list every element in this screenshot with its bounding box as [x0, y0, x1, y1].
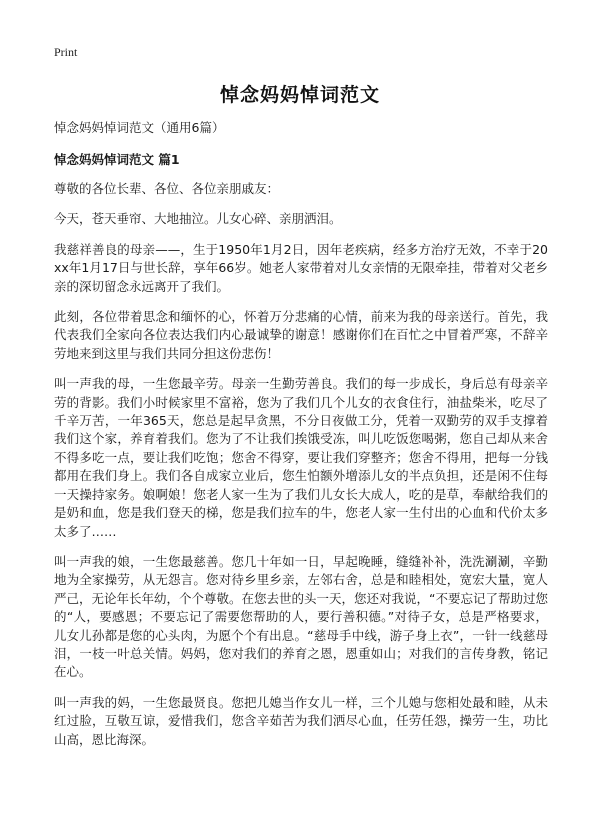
document-body	[54, 119, 548, 761]
print-link[interactable]: Print	[54, 45, 78, 59]
paragraph-opening: 今天，苍天垂帘、大地抽泣。儿女心碎、亲朋洒泪。	[54, 211, 342, 227]
paragraph-virtue: 叫一声我的妈，一生您最贤良。您把儿媳当作女儿一样，三个儿媳与您相处最和睦，从未红过脸，互敬互谅，爱惜我们，您含辛茹苦为我们洒尽心血，任劳任怨，操劳一生，功比山高，恩比海深。	[54, 694, 548, 747]
page-title: 悼念妈妈悼词范文	[219, 84, 380, 106]
document-subtitle: 悼念妈妈悼词范文（通用6篇）	[54, 120, 225, 135]
paragraph-salutation: 尊敬的各位长辈、各位、各位亲朋戚友：	[54, 181, 280, 196]
paragraph-kindness: 叫一声我的娘，一生您最慈善。您几十年如一日，早起晚睡，缝缝补补，洗洗涮涮，辛勤地为全家操劳，从无怨言。您对待乡里乡亲，左邻右舍，总是和睦相处，宽宏大量，宽人严己，无论年长年幼，个个尊敬。在您去世的头一天，您还对我说，“不要忘记了帮助过您的“人，要感恩；不要忘记了需要您帮助的人，要行善积德。”对待子女，总是严格要求，儿女儿孙都是您的心头肉，为愿个个有出息。“慈母手中线，游子身上衣”，一针一线慈母泪，一枝一叶总关情。妈妈，您对我们的养育之恩，恩重如山；对我们的言传身教，铭记在心。	[54, 553, 548, 680]
paragraph-diligence: 叫一声我的母，一生您最辛劳。母亲一生勤劳善良。我们的每一步成长，身后总有母亲辛劳的背影。我们小时候家里不富裕，您为了我们几个儿女的衣食住行，油盐柴米，吃尽了千辛万苦，一年365天，您总是起早贪黑，不分日夜做工分，凭着一双勤劳的双手支撑着我们这个家，养育着我们。您为了不让我们挨饿受冻，叫儿吃饭您喝粥，您自己却从来舍不得多吃一点，要让我们吃饱；您舍不得穿，要让我们穿整齐；您舍不得用，把每一分钱都用在我们身上。我们各自成家立业后，您生怕额外增添儿女的半点负担，还是闲不住每一天操持家务。娘啊娘！您老人家一生为了我们儿女长大成人，吃的是草，奉献给我们的是奶和血，您是我们登天的梯，您是我们拉车的牛，您老人家一生付出的心血和代价太多太多了……	[54, 376, 548, 539]
paragraph-thanks: 此刻，各位带着思念和缅怀的心，怀着万分悲痛的心情，前来为我的母亲送行。首先，我代表我们全家向各位表达我们内心最诚挚的谢意！感谢你们在百忙之中冒着严寒，不辞辛劳地来到这里与我们共同分担这份悲伤！	[54, 309, 548, 361]
section-heading: 悼念妈妈悼词范文 篇1	[54, 152, 180, 167]
paragraph-mother-biography: 我慈祥善良的母亲——，生于1950年1月2日，因年老疾病，经多方治疗无效，不幸于20xx年1月17日与世长辞，享年66岁。她老人家带着对儿女亲情的无限牵挂，带着对父老乡亲的深切留念永远离开了我们。	[54, 241, 548, 294]
